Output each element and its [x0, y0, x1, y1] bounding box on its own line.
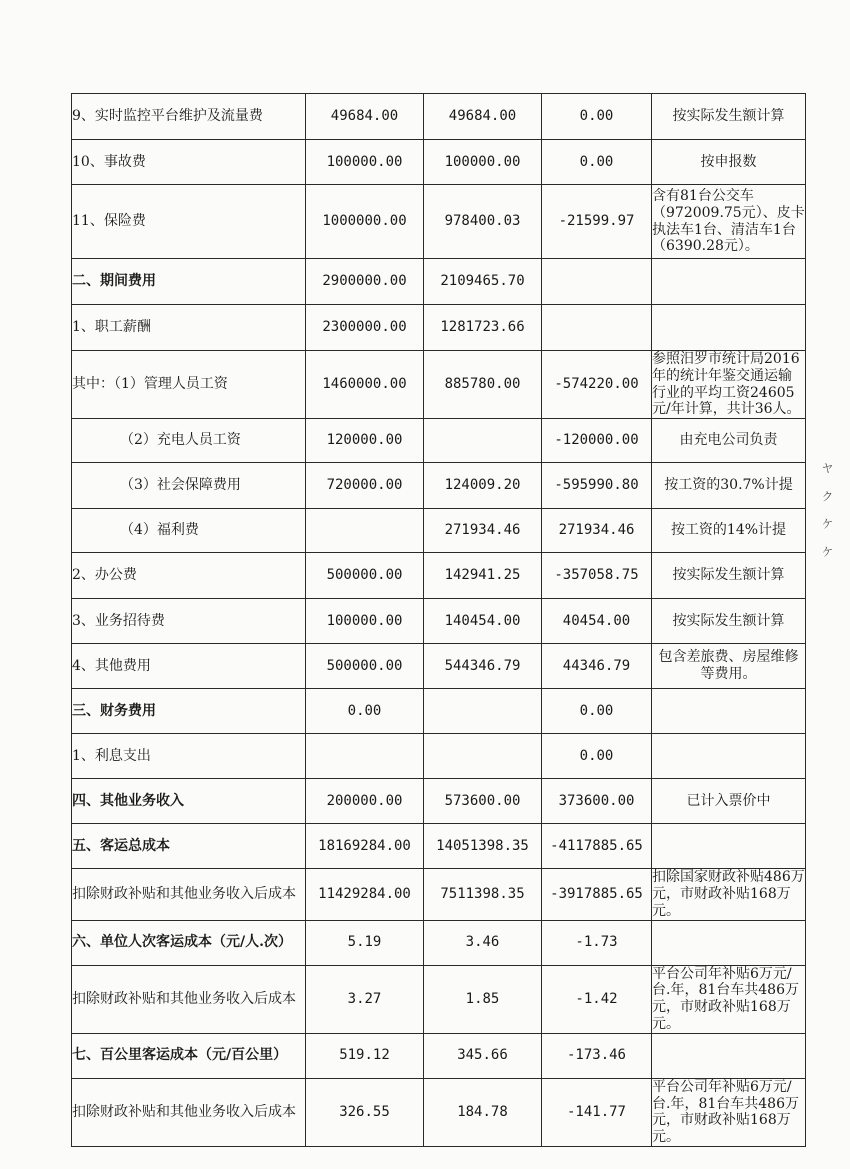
budget-value: 1460000.00 [306, 351, 424, 419]
table-row [72, 644, 806, 689]
actual-value: 142941.25 [424, 553, 542, 599]
budget-value [306, 734, 424, 779]
actual-value: 184.78 [424, 1078, 542, 1146]
table-row [72, 1033, 806, 1078]
budget-value: 49684.00 [306, 94, 424, 140]
budget-value: 1000000.00 [306, 185, 424, 259]
margin-handwritten-note: ヤ ク ケ ケ [820, 462, 834, 564]
difference-value: 271934.46 [542, 509, 652, 553]
difference-value: 40454.00 [542, 599, 652, 644]
budget-value: 18169284.00 [306, 824, 424, 869]
actual-value [424, 689, 542, 734]
row-item: 扣除财政补贴和其他业务收入后成本 [72, 869, 306, 920]
actual-value: 14051398.35 [424, 824, 542, 869]
row-note: 按工资的30.7%计提 [652, 463, 806, 509]
row-note: 按实际发生额计算 [652, 599, 806, 644]
cost-table [71, 93, 806, 1147]
row-item: 4、其他费用 [72, 644, 306, 689]
row-item: 七、百公里客运成本（元/百公里） [72, 1033, 306, 1078]
row-item: 扣除财政补贴和其他业务收入后成本 [72, 1078, 306, 1146]
difference-value: 0.00 [542, 734, 652, 779]
row-item: 10、事故费 [72, 140, 306, 185]
difference-value: -357058.75 [542, 553, 652, 599]
table-row [72, 779, 806, 824]
actual-value: 3.46 [424, 920, 542, 965]
row-item: 1、利息支出 [72, 734, 306, 779]
budget-value [306, 509, 424, 553]
difference-value: 0.00 [542, 140, 652, 185]
actual-value: 573600.00 [424, 779, 542, 824]
table-row [72, 351, 806, 419]
row-note [652, 734, 806, 779]
difference-value: -1.42 [542, 965, 652, 1033]
difference-value: 44346.79 [542, 644, 652, 689]
actual-value: 1.85 [424, 965, 542, 1033]
table-row [72, 140, 806, 185]
difference-value: 0.00 [542, 94, 652, 140]
budget-value: 720000.00 [306, 463, 424, 509]
row-item: 1、职工薪酬 [72, 305, 306, 351]
row-note: 由充电公司负责 [652, 419, 806, 463]
actual-value: 544346.79 [424, 644, 542, 689]
row-note [652, 689, 806, 734]
row-note: 包含差旅费、房屋维修等费用。 [652, 644, 806, 689]
row-note: 按工资的14%计提 [652, 509, 806, 553]
budget-value: 326.55 [306, 1078, 424, 1146]
row-item: 11、保险费 [72, 185, 306, 259]
row-note [652, 259, 806, 305]
row-item: 其中：（1）管理人员工资 [72, 351, 306, 419]
budget-value: 2900000.00 [306, 259, 424, 305]
row-item: 扣除财政补贴和其他业务收入后成本 [72, 965, 306, 1033]
difference-value: -595990.80 [542, 463, 652, 509]
actual-value: 100000.00 [424, 140, 542, 185]
budget-value: 11429284.00 [306, 869, 424, 920]
actual-value: 1281723.66 [424, 305, 542, 351]
table-row [72, 509, 806, 553]
row-note: 平台公司年补贴6万元/台.年，81台车共486万元，市财政补贴168万元。 [652, 1078, 806, 1146]
table-row [72, 259, 806, 305]
budget-value: 2300000.00 [306, 305, 424, 351]
row-note: 参照汨罗市统计局2016年的统计年鉴交通运输行业的平均工资24605元/年计算，共计36人。 [652, 351, 806, 419]
row-item: 四、其他业务收入 [72, 779, 306, 824]
actual-value: 49684.00 [424, 94, 542, 140]
difference-value: -4117885.65 [542, 824, 652, 869]
actual-value: 140454.00 [424, 599, 542, 644]
table-row [72, 689, 806, 734]
row-item: （3）社会保障费用 [72, 463, 306, 509]
table-row [72, 869, 806, 920]
difference-value: -3917885.65 [542, 869, 652, 920]
difference-value: -574220.00 [542, 351, 652, 419]
difference-value: -21599.97 [542, 185, 652, 259]
actual-value: 345.66 [424, 1033, 542, 1078]
budget-value: 120000.00 [306, 419, 424, 463]
row-note: 已计入票价中 [652, 779, 806, 824]
difference-value: -120000.00 [542, 419, 652, 463]
row-note [652, 824, 806, 869]
row-item: 三、财务费用 [72, 689, 306, 734]
row-item: （4）福利费 [72, 509, 306, 553]
actual-value: 124009.20 [424, 463, 542, 509]
actual-value: 885780.00 [424, 351, 542, 419]
table-row [72, 1078, 806, 1146]
budget-value: 5.19 [306, 920, 424, 965]
budget-value: 100000.00 [306, 140, 424, 185]
budget-value: 0.00 [306, 689, 424, 734]
actual-value [424, 734, 542, 779]
row-note: 按实际发生额计算 [652, 553, 806, 599]
table-row [72, 920, 806, 965]
row-item: 2、办公费 [72, 553, 306, 599]
row-note: 按实际发生额计算 [652, 94, 806, 140]
row-note [652, 305, 806, 351]
budget-value: 500000.00 [306, 553, 424, 599]
actual-value: 2109465.70 [424, 259, 542, 305]
row-note [652, 1033, 806, 1078]
difference-value: 0.00 [542, 689, 652, 734]
row-item: 六、单位人次客运成本（元/人.次） [72, 920, 306, 965]
table-row [72, 305, 806, 351]
table-row [72, 599, 806, 644]
difference-value [542, 305, 652, 351]
row-item: 五、客运总成本 [72, 824, 306, 869]
table-row [72, 94, 806, 140]
difference-value [542, 259, 652, 305]
table-row [72, 463, 806, 509]
row-item: 二、期间费用 [72, 259, 306, 305]
row-note: 扣除国家财政补贴486万元，市财政补贴168万元。 [652, 869, 805, 919]
actual-value: 7511398.35 [424, 869, 542, 920]
budget-value: 500000.00 [306, 644, 424, 689]
row-item: 3、业务招待费 [72, 599, 306, 644]
budget-value: 200000.00 [306, 779, 424, 824]
table-row [72, 553, 806, 599]
difference-value: -173.46 [542, 1033, 652, 1078]
row-item: 9、实时监控平台维护及流量费 [72, 94, 306, 140]
budget-value: 100000.00 [306, 599, 424, 644]
budget-value: 3.27 [306, 965, 424, 1033]
difference-value: -141.77 [542, 1078, 652, 1146]
actual-value: 271934.46 [424, 509, 542, 553]
table-row [72, 824, 806, 869]
row-note: 平台公司年补贴6万元/台.年，81台车共486万元，市财政补贴168万元。 [652, 965, 806, 1033]
table-row [72, 965, 806, 1033]
table-row [72, 185, 806, 259]
row-note: 含有81台公交车（972009.75元）、皮卡执法车1台、清洁车1台（6390.28元）。 [652, 185, 806, 259]
budget-value: 519.12 [306, 1033, 424, 1078]
table-row [72, 419, 806, 463]
row-item: （2）充电人员工资 [72, 419, 306, 463]
actual-value: 978400.03 [424, 185, 542, 259]
table-row [72, 734, 806, 779]
difference-value: 373600.00 [542, 779, 652, 824]
difference-value: -1.73 [542, 920, 652, 965]
actual-value [424, 419, 542, 463]
row-note: 按申报数 [652, 140, 806, 185]
row-note [652, 920, 806, 965]
